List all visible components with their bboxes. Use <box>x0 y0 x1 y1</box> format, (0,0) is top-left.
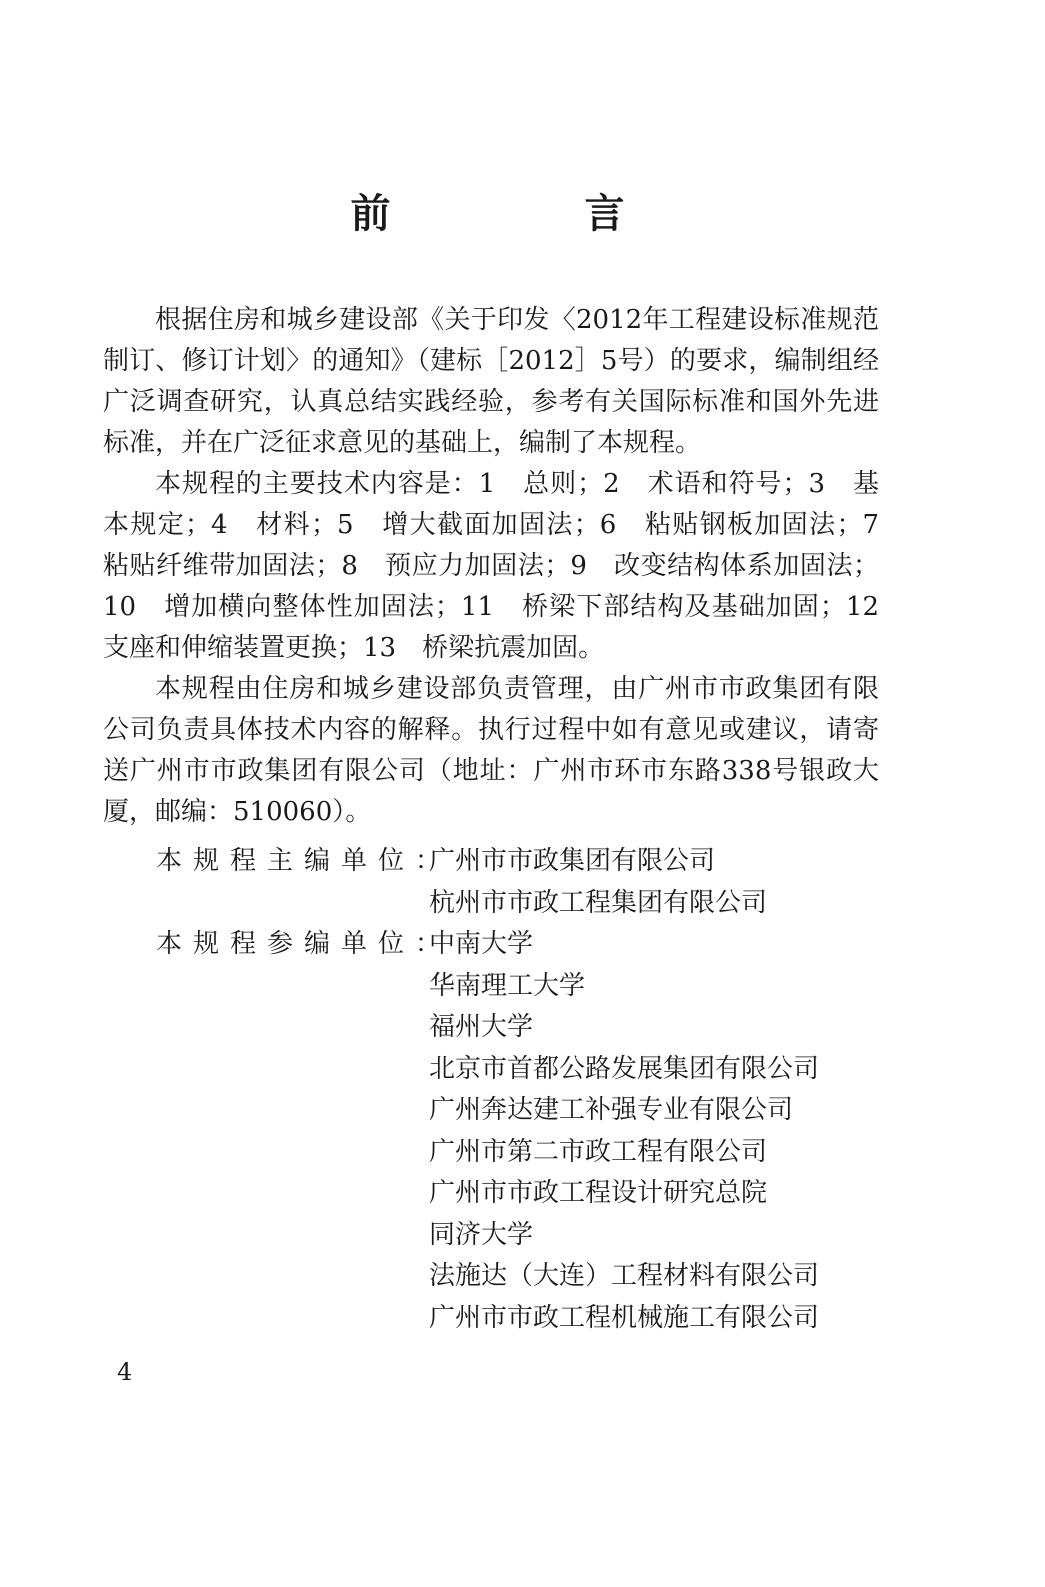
main-units-list <box>429 841 767 924</box>
participating-units-block <box>156 924 876 1339</box>
foreword-body <box>103 300 906 833</box>
paragraph-contents: 本规程的主要技术内容是：1 总则；2 术语和符号；3 基本规定；4 材料；5 增大截面加固法；6 粘贴钢板加固法；7 粘贴纤维带加固法；8 预应力加固法；9 改变结构体系加固法；10 增加横向整体性加固法；11 桥梁下部结构及基础加固；12 支座和伸缩装置更换；13 桥梁抗震加固。 <box>103 469 906 663</box>
main-units-label: 本规程主编单位： <box>156 846 453 876</box>
list-item: 北京市首都公路发展集团有限公司 <box>429 1053 820 1084</box>
list-item: 广州市市政工程机械施工有限公司 <box>429 1302 820 1333</box>
list-item: 华南理工大学 <box>429 970 586 1001</box>
list-item: 广州奔达建工补强专业有限公司 <box>429 1095 794 1125</box>
paragraph-management: 本规程由住房和城乡建设部负责管理，由广州市市政集团有限公司负责具体技术内容的解释。执行过程中如有意见或建议，请寄送广州市市政集团有限公司（地址：广州市环市东路338号银政大厦，邮编：510060）。 <box>103 674 879 827</box>
paragraph-basis: 根据住房和城乡建设部《关于印发〈2012年工程建设标准规范制订、修订计划〉的通知》（建标［2012］5号）的要求，编制组经广泛调查研究，认真总结实践经验，参考有关国际标准和国外先进标准，并在广泛征求意见的基础上，编制了本规程。 <box>103 305 879 458</box>
list-item: 广州市市政集团有限公司 <box>429 846 716 876</box>
list-item: 福州大学 <box>429 1012 534 1042</box>
list-item: 中南大学 <box>429 929 534 959</box>
page-title: 前 言 <box>350 190 715 237</box>
main-units-block <box>156 841 876 924</box>
participating-units-label: 本规程参编单位： <box>156 929 453 959</box>
list-item: 广州市市政工程设计研究总院 <box>429 1178 768 1208</box>
list-item: 同济大学 <box>429 1219 534 1250</box>
page-number: 4 <box>117 1358 133 1386</box>
list-item: 广州市第二市政工程有限公司 <box>429 1136 768 1167</box>
list-item: 杭州市市政工程集团有限公司 <box>429 887 768 918</box>
participating-units-list <box>429 924 819 1339</box>
list-item: 法施达（大连）工程材料有限公司 <box>429 1261 820 1291</box>
